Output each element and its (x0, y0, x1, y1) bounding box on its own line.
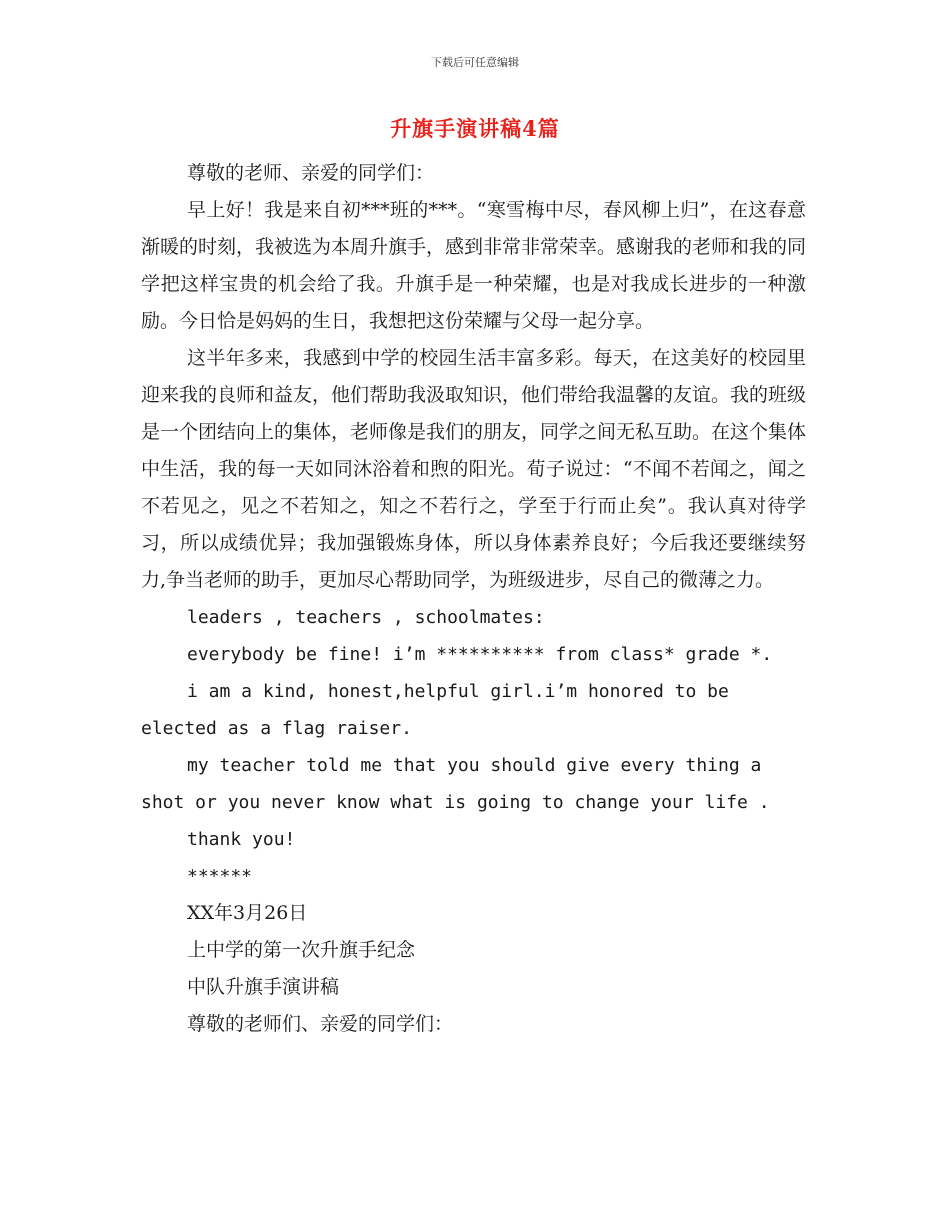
paragraph-school-life: 这半年多来，我感到中学的校园生活丰富多彩。每天，在这美好的校园里迎来我的良师和益友，他们帮助我汲取知识，他们带给我温馨的友谊。我的班级是一个团结向上的集体，老师像是我们的朋友，同学之间无私互助。在这个集体中生活，我的每一天如同沐浴着和煦的阳光。荀子说过：“不闻不若闻之，闻之不若见之，见之不若知之，知之不若行之，学至于行而止矣”。我认真对待学习，所以成绩优异；我加强锻炼身体，所以身体素养良好；今后我还要继续努力,争当老师的助手，更加尽心帮助同学，为班级进步，尽自己的微薄之力。 (141, 347, 807, 591)
paragraph-english-self: i am a kind, honest,helpful girl.i’m honored to be elected as a flag raiser. (141, 681, 729, 739)
paragraph-english-teacher: my teacher told me that you should give every thing a shot or you never know what is going to change your life . (141, 755, 770, 813)
paragraph-date: XX年3月26日 (187, 902, 308, 924)
header-note: 下载后可任意编辑 (431, 56, 519, 69)
paragraph-greeting: 早上好！我是来自初***班的***。“寒雪梅中尽，春风柳上归”，在这春意渐暖的时刻，我被选为本周升旗手，感到非常非常荣幸。感谢我的老师和我的同学把这样宝贵的机会给了我。升旗手是一种荣耀，也是对我成长进步的一种激励。今日恰是妈妈的生日，我想把这份荣耀与父母一起分享。 (141, 199, 807, 332)
paragraph-signature: ****** (187, 866, 253, 887)
paragraph-section-heading: 中队升旗手演讲稿 (187, 976, 340, 998)
paragraph-english-salutation: leaders , teachers , schoolmates: (187, 607, 545, 628)
paragraph-memorial: 上中学的第一次升旗手纪念 (187, 939, 416, 961)
paragraph-english-thanks: thank you! (187, 829, 296, 850)
paragraph-salutation: 尊敬的老师、亲爱的同学们： (187, 162, 435, 184)
document-title: 升旗手演讲稿4篇 (390, 116, 560, 141)
paragraph-salutation-2: 尊敬的老师们、亲爱的同学们： (187, 1013, 454, 1035)
document-body (141, 155, 806, 1043)
paragraph-english-intro: everybody be fine! i’m ********** from class* grade *. (187, 644, 773, 665)
